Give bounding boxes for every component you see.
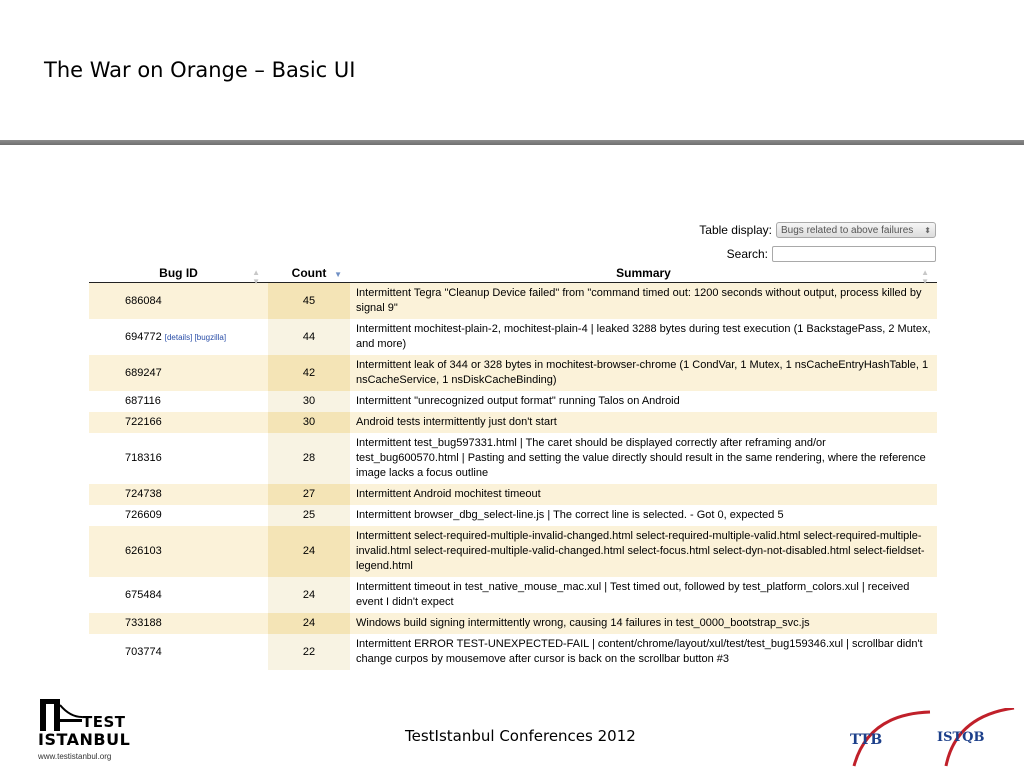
sort-desc-icon: ▼: [334, 270, 342, 279]
table-row: [89, 505, 937, 526]
bug-id[interactable]: 703774: [125, 645, 162, 658]
istqb-logo: [932, 708, 1022, 768]
bug-id[interactable]: 722166: [125, 416, 162, 428]
table-header-row: [89, 263, 937, 283]
header-summary-label: Summary: [616, 265, 671, 280]
count-cell: 24: [268, 577, 350, 613]
bugs-table-container: [89, 263, 937, 670]
table-row: [89, 613, 937, 634]
summary-cell: Windows build signing intermittently wrong, causing 14 failures in test_0000_bootstrap_svc.js: [350, 613, 937, 634]
bug-id[interactable]: 675484: [125, 588, 162, 601]
bug-id-cell: [89, 577, 268, 613]
title-divider: [0, 140, 1024, 145]
header-bug-id-label: Bug ID: [159, 265, 198, 280]
logo-test-text: TEST: [82, 713, 126, 731]
header-bug-id[interactable]: [89, 263, 268, 286]
bug-id-cell: [89, 613, 268, 634]
table-body: [89, 283, 937, 671]
bug-id-cell: [89, 634, 268, 670]
table-display-label: Table display:: [699, 223, 772, 237]
select-updown-icon: ⬍: [924, 225, 931, 235]
bug-id-cell: [89, 505, 268, 526]
bug-id-cell: [89, 412, 268, 433]
table-row: [89, 577, 937, 613]
bug-id[interactable]: 626103: [125, 545, 162, 557]
count-cell: 27: [268, 484, 350, 505]
table-row: [89, 283, 937, 320]
header-count-label: Count: [291, 265, 327, 280]
ttb-logo: [842, 708, 932, 768]
bug-id-cell: [89, 391, 268, 412]
table-row: [89, 355, 937, 391]
summary-cell: Intermittent leak of 344 or 328 bytes in mochitest-browser-chrome (1 CondVar, 1 Mutex, 1 nsCacheEntryHashTable, 1 nsCacheService, 1 nsDiskCacheBinding): [350, 355, 937, 391]
search-row: [600, 244, 936, 264]
summary-cell: Intermittent select-required-multiple-invalid-changed.html select-required-multiple-valid.html select-required-multiple-invalid.html select-required-multiple-valid-changed.html select-focus.html select-dyn-not-disabled.html select-fieldset-legend.html: [350, 526, 937, 577]
table-row: [89, 484, 937, 505]
bugzilla-link[interactable]: bugzilla: [196, 332, 224, 342]
table-row: [89, 391, 937, 412]
footer-conference: TestIstanbul Conferences 2012: [405, 727, 636, 745]
table-display-value: Bugs related to above failures: [781, 224, 914, 236]
bugs-table: [89, 263, 937, 670]
sort-both-icon: ▲ ▼: [921, 268, 929, 286]
count-cell: 24: [268, 613, 350, 634]
bug-id-cell: [89, 526, 268, 577]
bug-id[interactable]: 694772: [125, 330, 162, 343]
bug-id-cell: [89, 283, 268, 320]
count-cell: 28: [268, 433, 350, 484]
header-summary[interactable]: [350, 263, 937, 286]
summary-cell: Android tests intermittently just don't start: [350, 412, 937, 433]
sort-both-icon: ▲ ▼: [252, 268, 260, 286]
bug-id-cell: [89, 355, 268, 391]
count-cell: 44: [268, 319, 350, 355]
count-cell: 30: [268, 391, 350, 412]
summary-cell: Intermittent test_bug597331.html | The caret should be displayed correctly after reframing and/or test_bug600570.html | Pasting and setting the value directly should result in the same rendering, where the reference image lacks a focus outline: [350, 433, 937, 484]
logo-istqb-text: ISTQB: [937, 730, 985, 745]
slide-title: The War on Orange – Basic UI: [44, 58, 356, 82]
testistanbul-logo: [38, 697, 138, 765]
bug-links: [details] [bugzilla]: [164, 332, 227, 342]
summary-cell: Intermittent ERROR TEST-UNEXPECTED-FAIL | content/chrome/layout/xul/test/test_bug159346.xul | scrollbar didn't change curpos by mousemove after cursor is back on the scrollbar button #3: [350, 634, 937, 670]
table-row: [89, 319, 937, 355]
count-cell: 42: [268, 355, 350, 391]
logo-istanbul-text: ISTANBUL: [38, 730, 131, 749]
bug-id[interactable]: 689247: [125, 366, 162, 379]
table-display-row: [600, 220, 936, 240]
details-link[interactable]: details: [166, 332, 191, 342]
logo-ttb-text: TTB: [850, 732, 883, 748]
search-label: Search:: [726, 247, 768, 261]
count-cell: 22: [268, 634, 350, 670]
summary-cell: Intermittent Tegra "Cleanup Device failed" from "command timed out: 1200 seconds without output, process killed by signal 9": [350, 283, 937, 320]
table-display-select[interactable]: [776, 222, 936, 238]
summary-cell: Intermittent Android mochitest timeout: [350, 484, 937, 505]
table-row: [89, 634, 937, 670]
summary-cell: Intermittent mochitest-plain-2, mochitest-plain-4 | leaked 3288 bytes during test execution (1 BackstagePass, 2 Mutex, and more): [350, 319, 937, 355]
table-controls: [600, 220, 936, 264]
count-cell: 25: [268, 505, 350, 526]
summary-cell: Intermittent browser_dbg_select-line.js | The correct line is selected. - Got 0, expected 5: [350, 505, 937, 526]
summary-cell: Intermittent timeout in test_native_mouse_mac.xul | Test timed out, followed by test_platform_colors.xul | received event I didn't expect: [350, 577, 937, 613]
search-input[interactable]: [772, 246, 936, 262]
bug-id[interactable]: 686084: [125, 294, 162, 307]
bug-id-cell: [89, 319, 268, 355]
table-row: [89, 526, 937, 577]
table-row: [89, 433, 937, 484]
bug-id-cell: [89, 484, 268, 505]
bug-id-cell: [89, 433, 268, 484]
bug-id[interactable]: 726609: [125, 509, 162, 521]
table-row: [89, 412, 937, 433]
logo-url-text: www.testistanbul.org: [38, 752, 112, 761]
count-cell: 30: [268, 412, 350, 433]
count-cell: 24: [268, 526, 350, 577]
count-cell: 45: [268, 283, 350, 320]
bug-id[interactable]: 687116: [125, 395, 161, 407]
bug-id[interactable]: 733188: [125, 617, 162, 629]
header-count[interactable]: [268, 263, 350, 283]
bridge-icon: [38, 697, 82, 731]
bug-id[interactable]: 724738: [125, 488, 162, 500]
bug-id[interactable]: 718316: [125, 452, 162, 464]
summary-cell: Intermittent "unrecognized output format" running Talos on Android: [350, 391, 937, 412]
